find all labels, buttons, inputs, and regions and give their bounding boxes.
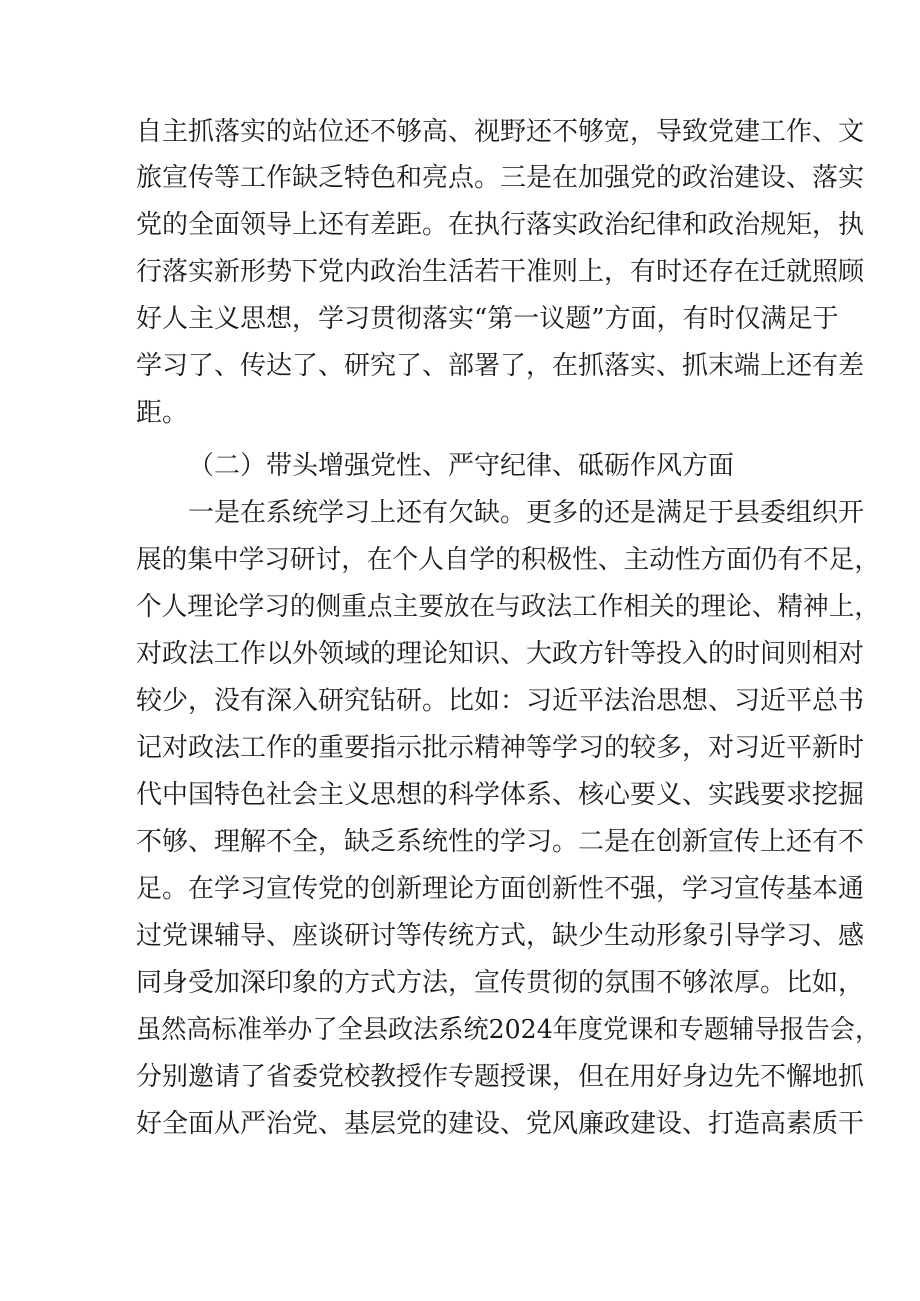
text-line: 代中国特色社会主义思想的科学体系、核心要义、实践要求挖掘 — [136, 780, 865, 810]
text-line: 虽然高标准举办了全县政法系统2024年度党课和专题辅导报告会， — [136, 1015, 881, 1045]
section-heading: （二）带头增强党性、严守纪律、砥砺作风方面 — [188, 451, 735, 481]
text-line: 对政法工作以外领域的理论知识、大政方针等投入的时间则相对 — [136, 639, 865, 669]
text-line: 学习了、传达了、研究了、部署了，在抓落实、抓末端上还有差 — [136, 351, 865, 381]
text-line: 好全面从严治党、基层党的建设、党风廉政建设、打造高素质干 — [136, 1109, 865, 1139]
text-line: 一是在系统学习上还有欠缺。更多的还是满足于县委组织开 — [188, 498, 865, 528]
text-line: 足。在学习宣传党的创新理论方面创新性不强，学习宣传基本通 — [136, 874, 865, 904]
text-line: 展的集中学习研讨，在个人自学的积极性、主动性方面仍有不足， — [136, 545, 881, 575]
text-line: 党的全面领导上还有差距。在执行落实政治纪律和政治规矩，执 — [136, 210, 865, 240]
text-line: 好人主义思想，学习贯彻落实“第一议题”方面，有时仅满足于 — [136, 304, 839, 334]
text-line: 个人理论学习的侧重点主要放在与政法工作相关的理论、精神上， — [136, 592, 881, 622]
text-line: 记对政法工作的重要指示批示精神等学习的较多，对习近平新时 — [136, 733, 865, 763]
text-line: 不够、理解不全，缺乏系统性的学习。二是在创新宣传上还有不 — [136, 827, 865, 857]
text-line: 行落实新形势下党内政治生活若干准则上，有时还存在迁就照顾 — [136, 257, 865, 287]
text-line: 分别邀请了省委党校教授作专题授课，但在用好身边先不懈地抓 — [136, 1062, 865, 1092]
text-line: 自主抓落实的站位还不够高、视野还不够宽，导致党建工作、文 — [136, 117, 865, 147]
text-line: 较少，没有深入研究钻研。比如：习近平法治思想、习近平总书 — [136, 686, 865, 716]
text-line: 过党课辅导、座谈研讨等传统方式，缺少生动形象引导学习、感 — [136, 921, 865, 951]
text-line: 距。 — [136, 398, 189, 428]
text-line: 同身受加深印象的方式方法，宣传贯彻的氛围不够浓厚。比如， — [136, 968, 865, 998]
text-line: 旅宣传等工作缺乏特色和亮点。三是在加强党的政治建设、落实 — [136, 163, 865, 193]
